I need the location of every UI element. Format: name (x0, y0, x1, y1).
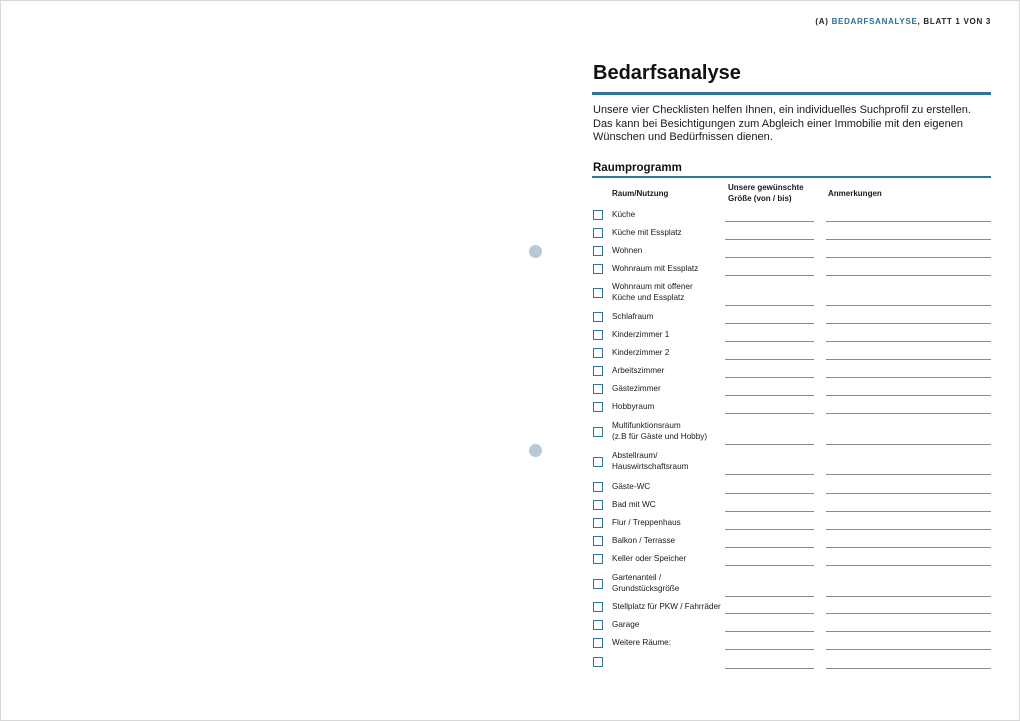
notes-input-line[interactable] (826, 444, 991, 445)
row-label-line1: Gästezimmer (612, 384, 661, 393)
row-label (612, 245, 722, 256)
row-checkbox[interactable] (593, 638, 603, 648)
row-label (612, 347, 722, 358)
row-checkbox[interactable] (593, 264, 603, 274)
row-label-line1: Küche (612, 210, 636, 219)
size-input-line[interactable] (725, 511, 814, 512)
section-title: Raumprogramm (593, 162, 682, 174)
punch-hole-marker (529, 245, 542, 258)
table-row (592, 226, 992, 240)
row-label (612, 553, 722, 564)
column-header-size-line2: Größe (von / bis) (728, 194, 792, 203)
table-row (592, 636, 992, 650)
row-label-line1: Flur / Treppenhaus (612, 518, 681, 527)
size-input-line[interactable] (725, 239, 814, 240)
row-label (612, 619, 722, 630)
header-accent: BEDARFSANALYSE (831, 17, 918, 26)
column-header-size (728, 182, 804, 204)
notes-input-line[interactable] (826, 305, 991, 306)
notes-input-line[interactable] (826, 649, 991, 650)
table-row (592, 419, 992, 445)
notes-input-line[interactable] (826, 613, 991, 614)
row-label-line2: Küche und Essplatz (612, 293, 685, 302)
row-label-line1: Schlafraum (612, 312, 654, 321)
notes-input-line[interactable] (826, 221, 991, 222)
row-checkbox[interactable] (593, 384, 603, 394)
row-checkbox[interactable] (593, 554, 603, 564)
size-input-line[interactable] (725, 444, 814, 445)
row-label (612, 420, 722, 442)
table-row (592, 516, 992, 530)
notes-input-line[interactable] (826, 493, 991, 494)
size-input-line[interactable] (725, 257, 814, 258)
table-row (592, 449, 992, 475)
row-label (612, 281, 722, 303)
row-checkbox[interactable] (593, 348, 603, 358)
table-row (592, 618, 992, 632)
table-row (592, 655, 992, 669)
row-checkbox[interactable] (593, 312, 603, 322)
row-label (612, 637, 722, 648)
column-header-notes: Anmerkungen (828, 189, 882, 198)
table-row (592, 480, 992, 494)
table-row (592, 382, 992, 396)
row-checkbox[interactable] (593, 482, 603, 492)
table-row (592, 364, 992, 378)
row-checkbox[interactable] (593, 246, 603, 256)
notes-input-line[interactable] (826, 668, 991, 669)
size-input-line[interactable] (725, 565, 814, 566)
table-row (592, 534, 992, 548)
notes-input-line[interactable] (826, 377, 991, 378)
notes-input-line[interactable] (826, 395, 991, 396)
row-checkbox[interactable] (593, 457, 603, 467)
row-label-line1: Gäste-WC (612, 482, 651, 491)
size-input-line[interactable] (725, 323, 814, 324)
row-label-line1: Multifunktionsraum (612, 421, 681, 430)
page-header (815, 17, 991, 26)
row-label-line1: Kinderzimmer 2 (612, 348, 670, 357)
size-input-line[interactable] (725, 668, 814, 669)
notes-input-line[interactable] (826, 413, 991, 414)
row-label (612, 481, 722, 492)
column-header-room: Raum/Nutzung (612, 189, 669, 198)
table-row (592, 400, 992, 414)
size-input-line[interactable] (725, 341, 814, 342)
row-label-line1: Kinderzimmer 1 (612, 330, 670, 339)
row-label (612, 572, 722, 594)
row-checkbox[interactable] (593, 210, 603, 220)
row-label (612, 517, 722, 528)
notes-input-line[interactable] (826, 275, 991, 276)
row-label-line1: Küche mit Essplatz (612, 228, 682, 237)
header-prefix: (A) (815, 17, 832, 26)
row-checkbox[interactable] (593, 500, 603, 510)
size-input-line[interactable] (725, 305, 814, 306)
row-checkbox[interactable] (593, 579, 603, 589)
size-input-line[interactable] (725, 474, 814, 475)
row-checkbox[interactable] (593, 657, 603, 667)
size-input-line[interactable] (725, 413, 814, 414)
section-rule (592, 176, 991, 178)
row-label-line1: Garage (612, 620, 640, 629)
row-label-line1: Gartenanteil / (612, 573, 662, 582)
row-label (612, 209, 722, 220)
row-checkbox[interactable] (593, 536, 603, 546)
size-input-line[interactable] (725, 613, 814, 614)
row-label-line1: Stellplatz für PKW / Fahrräder (612, 602, 721, 611)
size-input-line[interactable] (725, 275, 814, 276)
row-label-line1: Hobbyraum (612, 402, 655, 411)
table-row (592, 600, 992, 614)
notes-input-line[interactable] (826, 341, 991, 342)
row-label-line1: Wohnraum mit offener (612, 282, 693, 291)
row-checkbox[interactable] (593, 402, 603, 412)
size-input-line[interactable] (725, 529, 814, 530)
notes-input-line[interactable] (826, 631, 991, 632)
row-label-line2: Hauswirtschaftsraum (612, 462, 689, 471)
notes-input-line[interactable] (826, 511, 991, 512)
row-label-line1: Abstellraum/ (612, 451, 658, 460)
table-row (592, 208, 992, 222)
page-title: Bedarfsanalyse (593, 62, 741, 84)
notes-input-line[interactable] (826, 239, 991, 240)
size-input-line[interactable] (725, 377, 814, 378)
row-label (612, 450, 722, 472)
row-label (612, 383, 722, 394)
row-label (612, 263, 722, 274)
column-header-size-line1: Unsere gewünschte (728, 183, 804, 192)
row-checkbox[interactable] (593, 620, 603, 630)
row-label-line1: Bad mit WC (612, 500, 656, 509)
table-row (592, 571, 992, 597)
notes-input-line[interactable] (826, 547, 991, 548)
size-input-line[interactable] (725, 395, 814, 396)
notes-input-line[interactable] (826, 323, 991, 324)
row-label-line1: Weitere Räume: (612, 638, 672, 647)
size-input-line[interactable] (725, 596, 814, 597)
notes-input-line[interactable] (826, 529, 991, 530)
row-label (612, 401, 722, 412)
row-label-line2: (z.B für Gäste und Hobby) (612, 432, 708, 441)
row-label (612, 365, 722, 376)
table-row (592, 498, 992, 512)
notes-input-line[interactable] (826, 565, 991, 566)
row-checkbox[interactable] (593, 330, 603, 340)
row-label-line1: Keller oder Speicher (612, 554, 687, 563)
row-checkbox[interactable] (593, 427, 603, 437)
intro-text: Unsere vier Checklisten helfen Ihnen, ein individuelles Suchprofil zu erstellen. Das kann bei Besichtigungen zum Abgleich einer Immobilie mit den eigenen Wünschen und Bedürfnissen dienen. (593, 104, 971, 143)
row-checkbox[interactable] (593, 366, 603, 376)
punch-hole-marker (529, 444, 542, 457)
row-label-line1: Balkon / Terrasse (612, 536, 676, 545)
row-checkbox[interactable] (593, 518, 603, 528)
row-checkbox[interactable] (593, 288, 603, 298)
row-label (612, 227, 722, 238)
notes-input-line[interactable] (826, 257, 991, 258)
table-row (592, 328, 992, 342)
size-input-line[interactable] (725, 649, 814, 650)
notes-input-line[interactable] (826, 474, 991, 475)
row-label (612, 601, 722, 612)
title-rule (592, 92, 991, 95)
notes-input-line[interactable] (826, 596, 991, 597)
table-row (592, 244, 992, 258)
size-input-line[interactable] (725, 631, 814, 632)
row-label (612, 311, 722, 322)
header-suffix: , BLATT 1 VON 3 (917, 17, 991, 26)
row-label-line1: Wohnraum mit Essplatz (612, 264, 699, 273)
table-row (592, 310, 992, 324)
table-row (592, 346, 992, 360)
row-checkbox[interactable] (593, 228, 603, 238)
row-checkbox[interactable] (593, 602, 603, 612)
size-input-line[interactable] (725, 221, 814, 222)
size-input-line[interactable] (725, 359, 814, 360)
notes-input-line[interactable] (826, 359, 991, 360)
table-row (592, 552, 992, 566)
row-label (612, 499, 722, 510)
row-label (612, 329, 722, 340)
size-input-line[interactable] (725, 493, 814, 494)
row-label-line2: Grundstücksgröße (612, 584, 680, 593)
row-label (612, 535, 722, 546)
table-row (592, 262, 992, 276)
row-label-line1: Arbeitszimmer (612, 366, 665, 375)
row-label-line1: Wohnen (612, 246, 643, 255)
table-row (592, 280, 992, 306)
size-input-line[interactable] (725, 547, 814, 548)
